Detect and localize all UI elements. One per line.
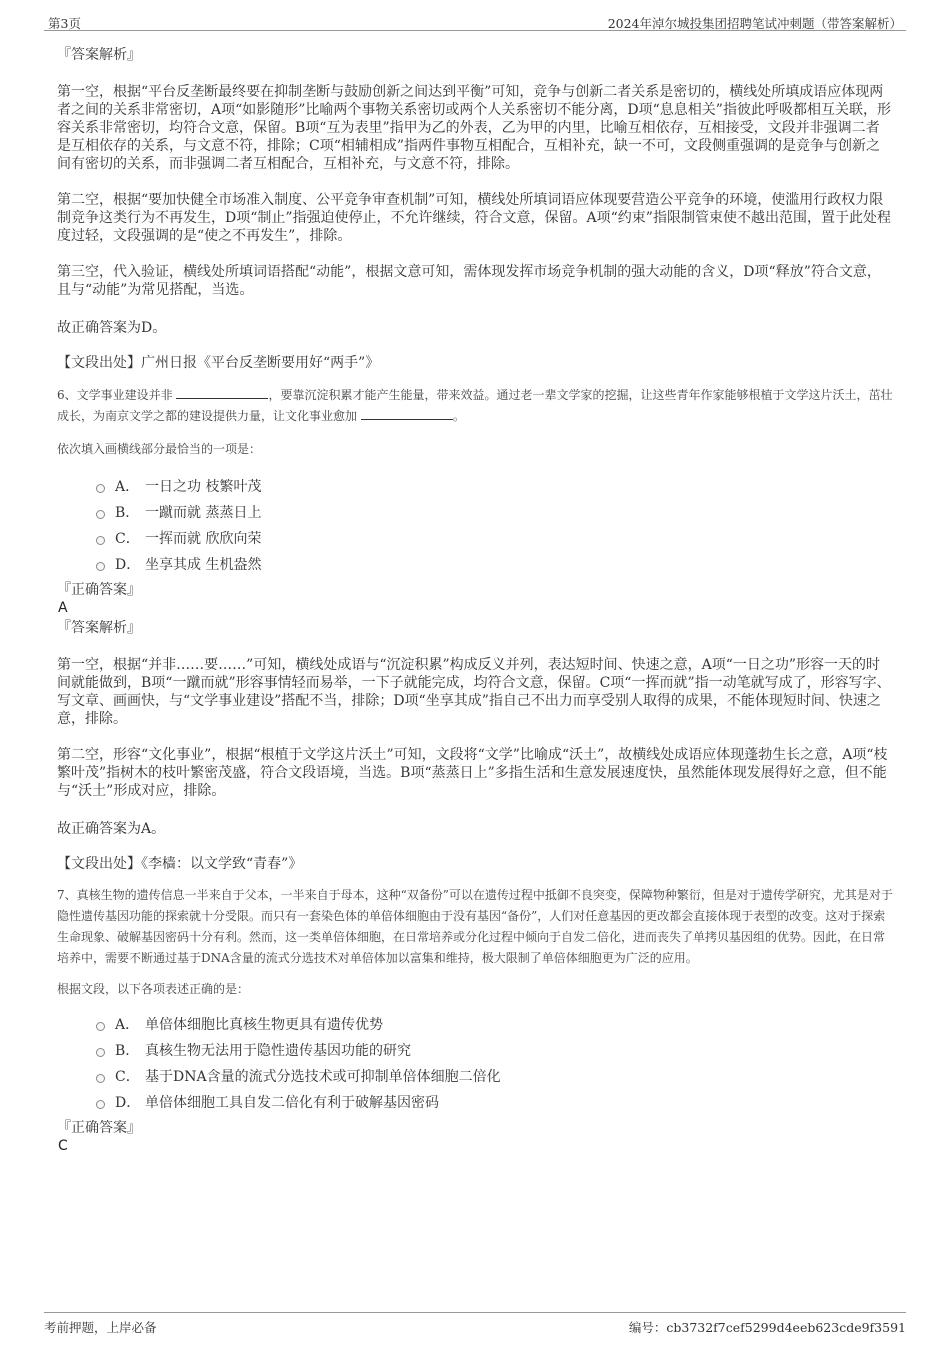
q6-option-b[interactable]	[95, 500, 893, 526]
option-text: 一日之功 枝繁叶茂	[145, 479, 262, 495]
option-text: 一蹴而就 蒸蒸日上	[145, 505, 262, 521]
q7-options	[95, 1012, 893, 1116]
q7-prompt: 根据文段，以下各项表述正确的是：	[57, 982, 250, 996]
radio-icon[interactable]	[96, 1074, 105, 1083]
q6-analysis-p2: 第二空，形容“文化事业”，根据“根植于文学这片沃土”可知，文段将“文学”比喻成“沃土”，故横线处成语应体现蓬勃生长之意，A项“枝繁叶茂”指树木的枝叶繁密茂盛，符合文段语境，当选。B项“蒸蒸日上”多指生活和生意发展速度快，虽然能体现发展得好之意，但不能与“沃土”形成对应，排除。	[57, 747, 888, 799]
page-header	[44, 8, 906, 31]
q5-source: 【文段出处】广州日报《平台反垄断要用好“两手”》	[57, 355, 380, 371]
q7-option-c[interactable]	[95, 1064, 893, 1090]
document-id: 编号：cb3732f7cef5299d4eeb623cde9f3591	[628, 1320, 906, 1335]
footer-slogan: 考前押题，上岸必备	[44, 1320, 157, 1335]
option-letter: C．	[115, 531, 140, 547]
option-text: 单倍体细胞比真核生物更具有遗传优势	[145, 1017, 383, 1033]
q7-answer: C	[58, 1138, 68, 1154]
q5-analysis-label: 『答案解析』	[57, 47, 141, 63]
option-letter: A．	[115, 479, 140, 495]
option-letter: D．	[115, 557, 141, 573]
q6-answer: A	[58, 600, 68, 616]
q6-stem	[57, 385, 893, 427]
radio-icon[interactable]	[96, 484, 105, 493]
q6-blank-2	[361, 407, 453, 420]
q7-stem: 7、真核生物的遗传信息一半来自于父本，一半来自于母本，这种“双备份”可以在遗传过程中抵御不良突变，保障物种繁衍，但是对于遗传学研究，尤其是对于隐性遗传基因功能的探索就十分受限。而只有一套染色体的单倍体细胞由于没有基因“备份”，人们对任意基因的更改都会直接体现于表型的改变。这对于探索生命现象、破解基因密码十分有利。然而，这一类单倍体细胞，在日常培养或分化过程中倾向于自发二倍化，进而丧失了单拷贝基因组的优势。因此，在日常培养中，需要不断通过基于DNA含量的流式分选技术对单倍体加以富集和维持，极大限制了单倍体细胞更为广泛的应用。	[57, 888, 893, 965]
option-letter: B．	[115, 505, 140, 521]
q6-option-c[interactable]	[95, 526, 893, 552]
radio-icon[interactable]	[96, 1048, 105, 1057]
q6-conclusion: 故正确答案为A。	[57, 821, 166, 837]
q6-answer-label: 『正确答案』	[57, 582, 141, 598]
document-title: 2024年淖尔城投集团招聘笔试冲刺题（带答案解析）	[607, 16, 902, 31]
q6-analysis-p1: 第一空，根据“并非……要……”可知，横线处成语与“沉淀积累”构成反义并列，表达短时间、快速之意，A项“一日之功”形容一天的时间就能做到，B项“一蹴而就”形容事情轻而易举，一下子就能完成，均符合文意，保留。C项“一挥而就”指一动笔就写成了，形容写字、写文章、画画快，与“文学事业建设”搭配不当，排除；D项“坐享其成”指自己不出力而享受别人取得的成果，不能体现短时间、快速之意，排除。	[57, 657, 891, 727]
q7-option-b[interactable]	[95, 1038, 893, 1064]
page-number: 第3页	[48, 16, 81, 31]
q5-analysis-p3: 第三空，代入验证，横线处所填词语搭配“动能”，根据文意可知，需体现发挥市场竞争机制的强大动能的含义，D项“释放”符合文意，且与“动能”为常见搭配，当选。	[57, 264, 881, 298]
page-footer	[44, 1312, 906, 1337]
q6-stem-part2: ，要靠沉淀积累才能产生能量，带来效益。通过老一辈文学家的挖掘，让这些青年作家能够根植于文学这片沃土，茁壮成长，为南京文学之都的建设提供力量，让文化事业愈加	[57, 388, 893, 423]
radio-icon[interactable]	[96, 510, 105, 519]
option-letter: A．	[115, 1017, 140, 1033]
option-text: 真核生物无法用于隐性遗传基因功能的研究	[145, 1043, 411, 1059]
option-text: 坐享其成 生机盎然	[145, 557, 262, 573]
radio-icon[interactable]	[96, 1100, 105, 1109]
q6-option-d[interactable]	[95, 552, 893, 578]
radio-icon[interactable]	[96, 536, 105, 545]
option-letter: C．	[115, 1069, 140, 1085]
q6-prompt: 依次填入画横线部分最恰当的一项是：	[57, 442, 262, 456]
q7-answer-label: 『正确答案』	[57, 1120, 141, 1136]
radio-icon[interactable]	[96, 1022, 105, 1031]
q7-option-a[interactable]	[95, 1012, 893, 1038]
option-text: 单倍体细胞工具自发二倍化有利于破解基因密码	[145, 1095, 439, 1111]
document-body	[57, 42, 893, 1154]
option-letter: D．	[115, 1095, 141, 1111]
q6-options	[95, 474, 893, 578]
option-text: 一挥而就 欣欣向荣	[145, 531, 262, 547]
q5-conclusion: 故正确答案为D。	[57, 320, 167, 336]
q5-analysis-p1: 第一空，根据“平台反垄断最终要在抑制垄断与鼓励创新之间达到平衡”可知，竞争与创新二者关系是密切的，横线处所填成语应体现两者之间的关系非常密切，A项“如影随形”比喻两个事物关系密切或两个人关系密切不能分离，D项“息息相关”指彼此呼吸都相互关联，形容关系非常密切，均符合文意，保留。B项“互为表里”指甲为乙的外表，乙为甲的内里，比喻互相依存，互相接受，文段并非强调二者是互相依存的关系，与文意不符，排除；C项“相辅相成”指两件事物互相配合，互相补充，缺一不可，文段侧重强调的是竞争与创新之间有密切的关系，而非强调二者互相配合，互相补充，与文意不符，排除。	[57, 84, 891, 172]
q6-analysis-label: 『答案解析』	[57, 620, 141, 636]
option-text: 基于DNA含量的流式分选技术或可抑制单倍体细胞二倍化	[145, 1069, 501, 1085]
q7-option-d[interactable]	[95, 1090, 893, 1116]
q6-stem-part3: 。	[452, 409, 465, 423]
q6-stem-part1: 6、文学事业建设并非	[57, 388, 173, 402]
option-letter: B．	[115, 1043, 140, 1059]
q5-analysis-p2: 第二空，根据“要加快健全市场准入制度、公平竞争审查机制”可知，横线处所填词语应体现要营造公平竞争的环境，使滥用行政权力限制竞争这类行为不再发生，D项“制止”指强迫使停止，不允许继续，符合文意，保留。A项“约束”指限制管束使不越出范围，置于此处程度过轻，文段强调的是“使之不再发生”，排除。	[57, 192, 891, 244]
q6-source: 【文段出处】《李樯：以文学致“青春”》	[57, 856, 303, 872]
radio-icon[interactable]	[96, 562, 105, 571]
q6-option-a[interactable]	[95, 474, 893, 500]
q6-blank-1	[176, 386, 268, 399]
